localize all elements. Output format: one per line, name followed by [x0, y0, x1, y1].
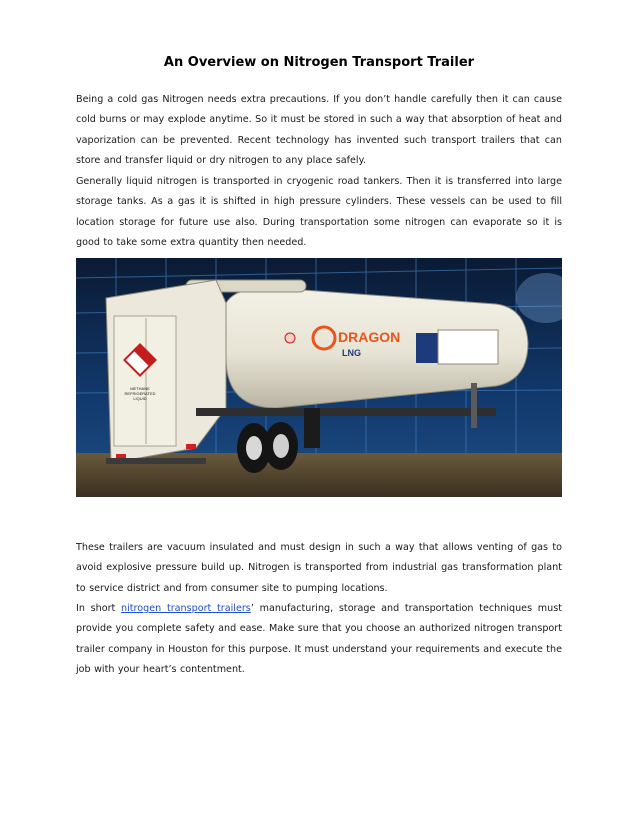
side-panel: [438, 330, 498, 364]
rear-bumper: [106, 458, 206, 464]
conclusion-lead: In short: [76, 603, 122, 614]
paragraph-transport: Generally liquid nitrogen is transported in cryogenic road tankers. Then it is transferred into large storage tanks. As a gas it is shifted in high pressure cylinders. These vessels can be used to fill location storage for future use also. During transportation some nitrogen can evaporate so it is good to take some extra quantity then needed.: [76, 176, 562, 249]
nitrogen-trailers-link[interactable]: nitrogen transport trailers: [121, 603, 251, 614]
chassis-frame: [196, 408, 496, 416]
page-title: An Overview on Nitrogen Transport Trailer: [163, 55, 475, 70]
cabinet-door: [114, 316, 176, 446]
mud-flap: [304, 408, 320, 448]
conclusion-rest: ’ manufacturing, storage and transportation techniques must provide you complete safety and ease. Make sure that you choose an authorized nitrogen transport trailer company in Houston for this purpose. It must understand your requirements and execute the job with your heart’s contentment.: [76, 603, 562, 676]
brand-name: DRAGON: [338, 329, 401, 345]
brand-sub: LNG: [342, 348, 361, 358]
landing-gear: [471, 383, 477, 428]
tanker-trailer-photo: [76, 258, 562, 497]
placard-text-2: REFRIGERATED: [124, 391, 156, 396]
placard-text-3: LIQUID: [133, 396, 147, 401]
tail-light-right: [186, 444, 196, 449]
placard-text-1: METHANE: [130, 386, 150, 391]
paragraph-conclusion: [76, 599, 562, 681]
paragraph-intro: Being a cold gas Nitrogen needs extra precautions. If you don’t handle carefully then it can cause cold burns or may explode anytime. So it must be stored in such a way that absorption of heat and vaporization can be prevented. Recent technology has invented such transport trailers that can store and transfer liquid or dry nitrogen to any place safely.: [76, 94, 562, 167]
paragraph-insulation: These trailers are vacuum insulated and must design in such a way that allows venting of gas to avoid explosive pressure build up. Nitrogen is transported from industrial gas transformation plant to service district and from consumer site to pumping locations.: [76, 542, 562, 594]
side-sticker: [416, 333, 438, 363]
warning-diamond-small: [285, 333, 295, 343]
